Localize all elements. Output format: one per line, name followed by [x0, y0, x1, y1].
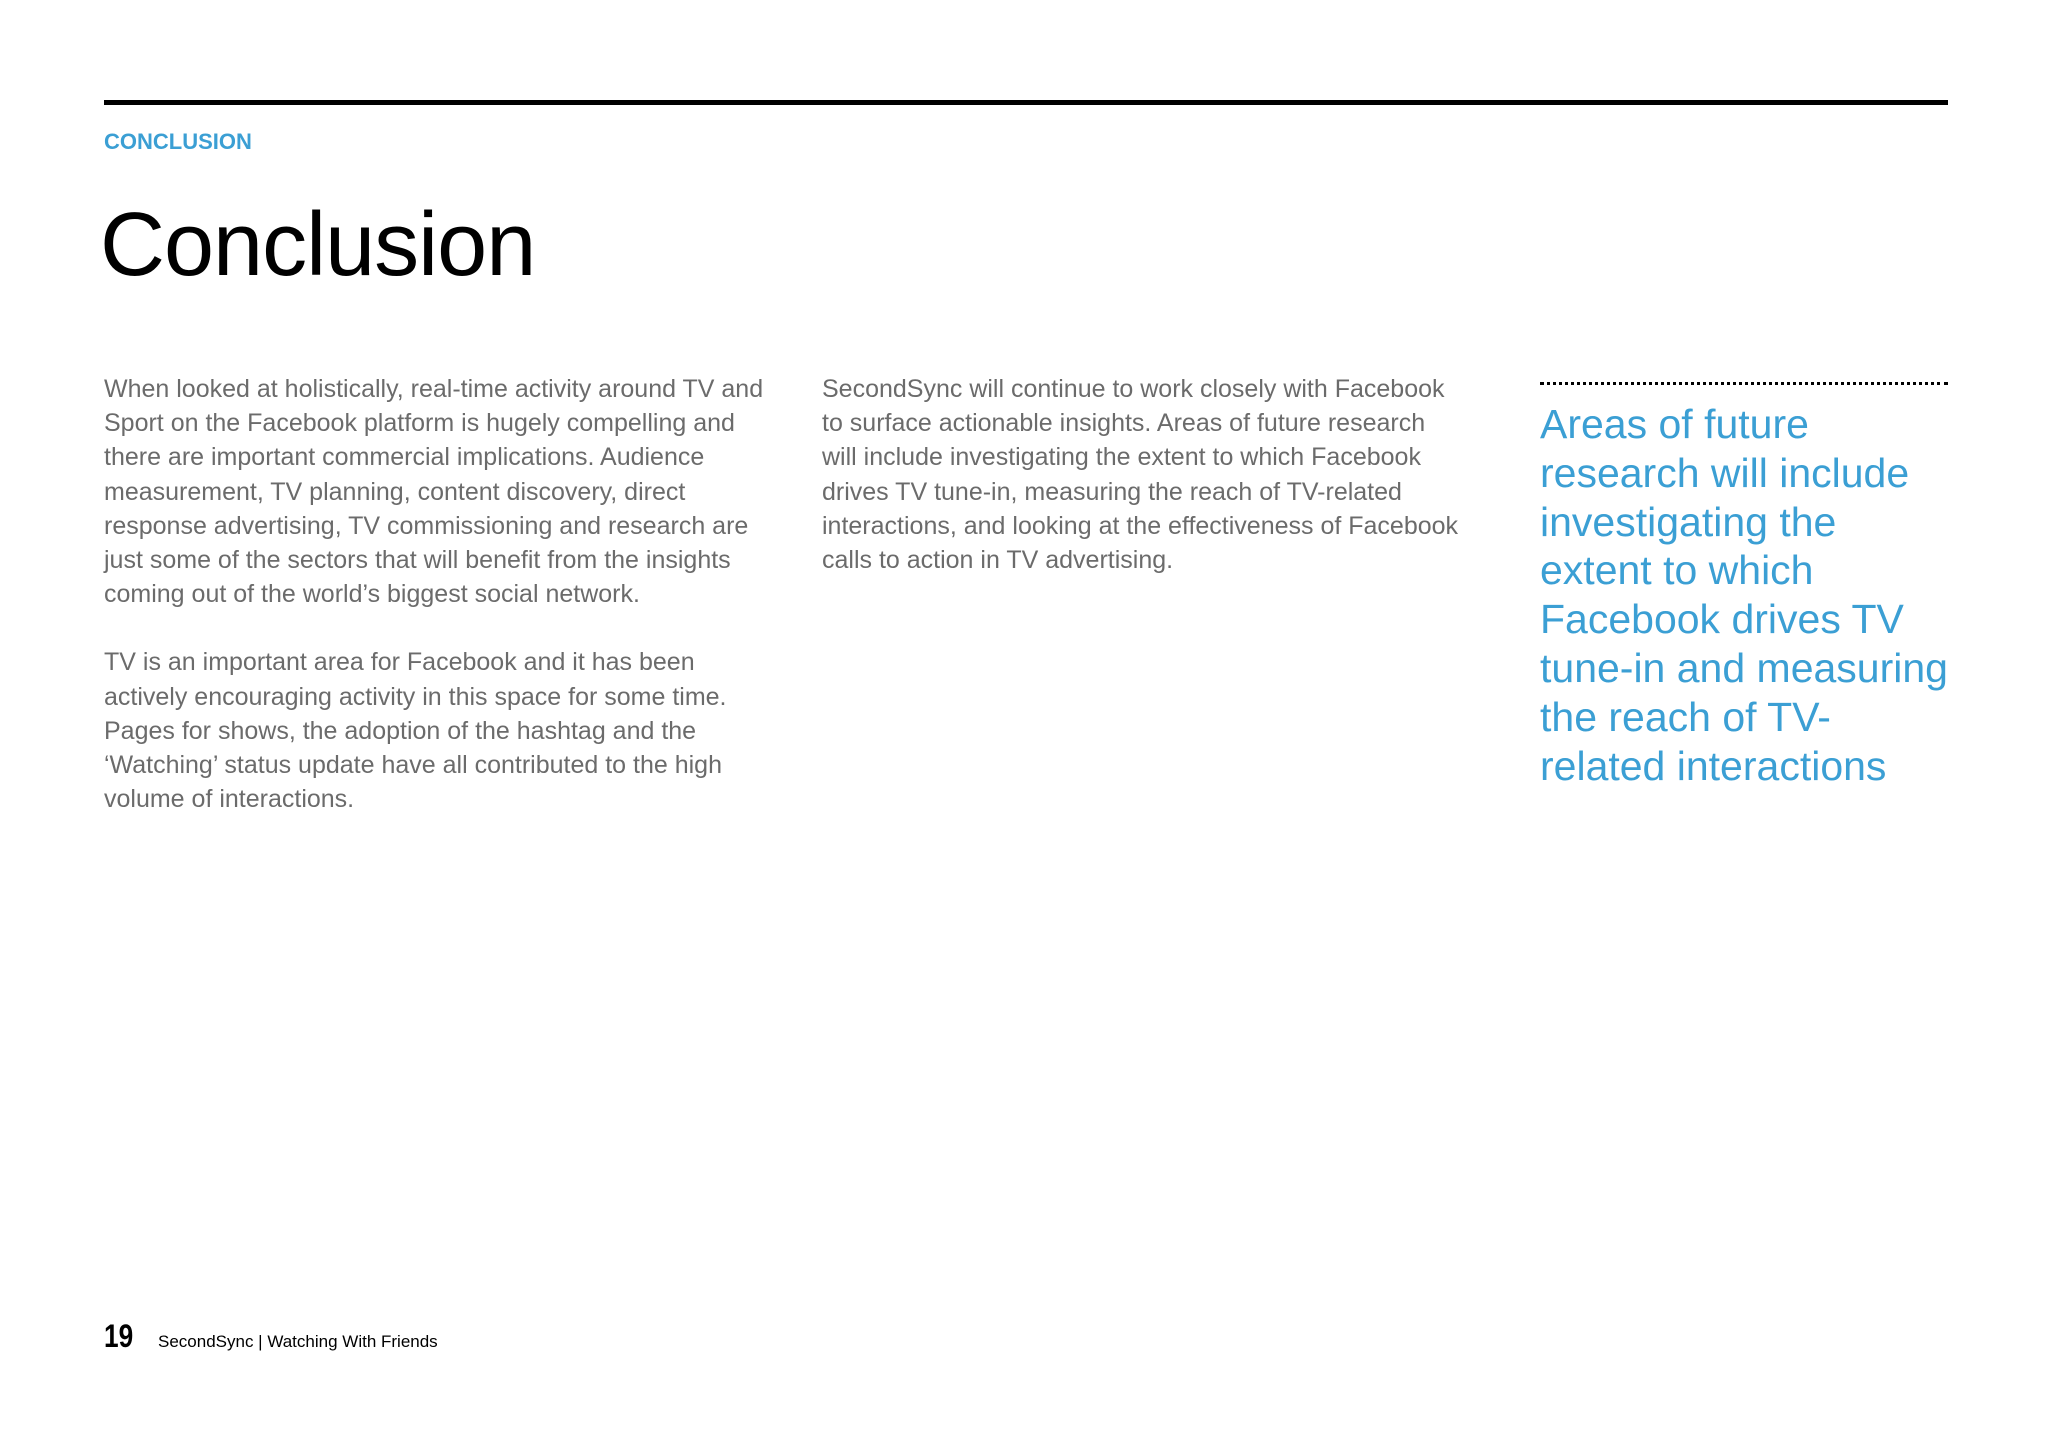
body-paragraph: TV is an important area for Facebook and it has been actively encouraging activity in this space for some time. Pages for shows, the adoption of the hashtag and the ‘Watching’ status update have all contributed to the high volume of interactions. [104, 648, 727, 814]
section-label: CONCLUSION [104, 129, 252, 154]
body-column-2 [822, 372, 1462, 577]
page-number: 19 [104, 1318, 134, 1354]
footer-publication: SecondSync | Watching With Friends [158, 1332, 438, 1351]
body-paragraph: When looked at holistically, real-time activity around TV and Sport on the Facebook platform is hugely compelling and there are important commercial implications. Audience measurement, TV planning, content discovery, direct response advertising, TV commissioning and research are just some of the sectors that will benefit from the insights coming out of the world’s biggest social network. [104, 375, 764, 609]
pullquote: Areas of future research will include investigating the extent to which Facebook drives TV tune-in and measuring the reach of TV-related interactions [1540, 401, 1948, 789]
pullquote-divider [1540, 382, 1948, 385]
body-paragraph: SecondSync will continue to work closely with Facebook to surface actionable insights. Areas of future research will include investigating the extent to which Facebook drives TV tune-in, measuring the reach of TV-related interactions, and looking at the effectiveness of Facebook calls to action in TV advertising. [822, 375, 1459, 575]
top-rule [104, 100, 1948, 105]
body-column-1 [104, 372, 764, 816]
page-title: Conclusion [100, 195, 536, 295]
page-footer [104, 1318, 438, 1355]
